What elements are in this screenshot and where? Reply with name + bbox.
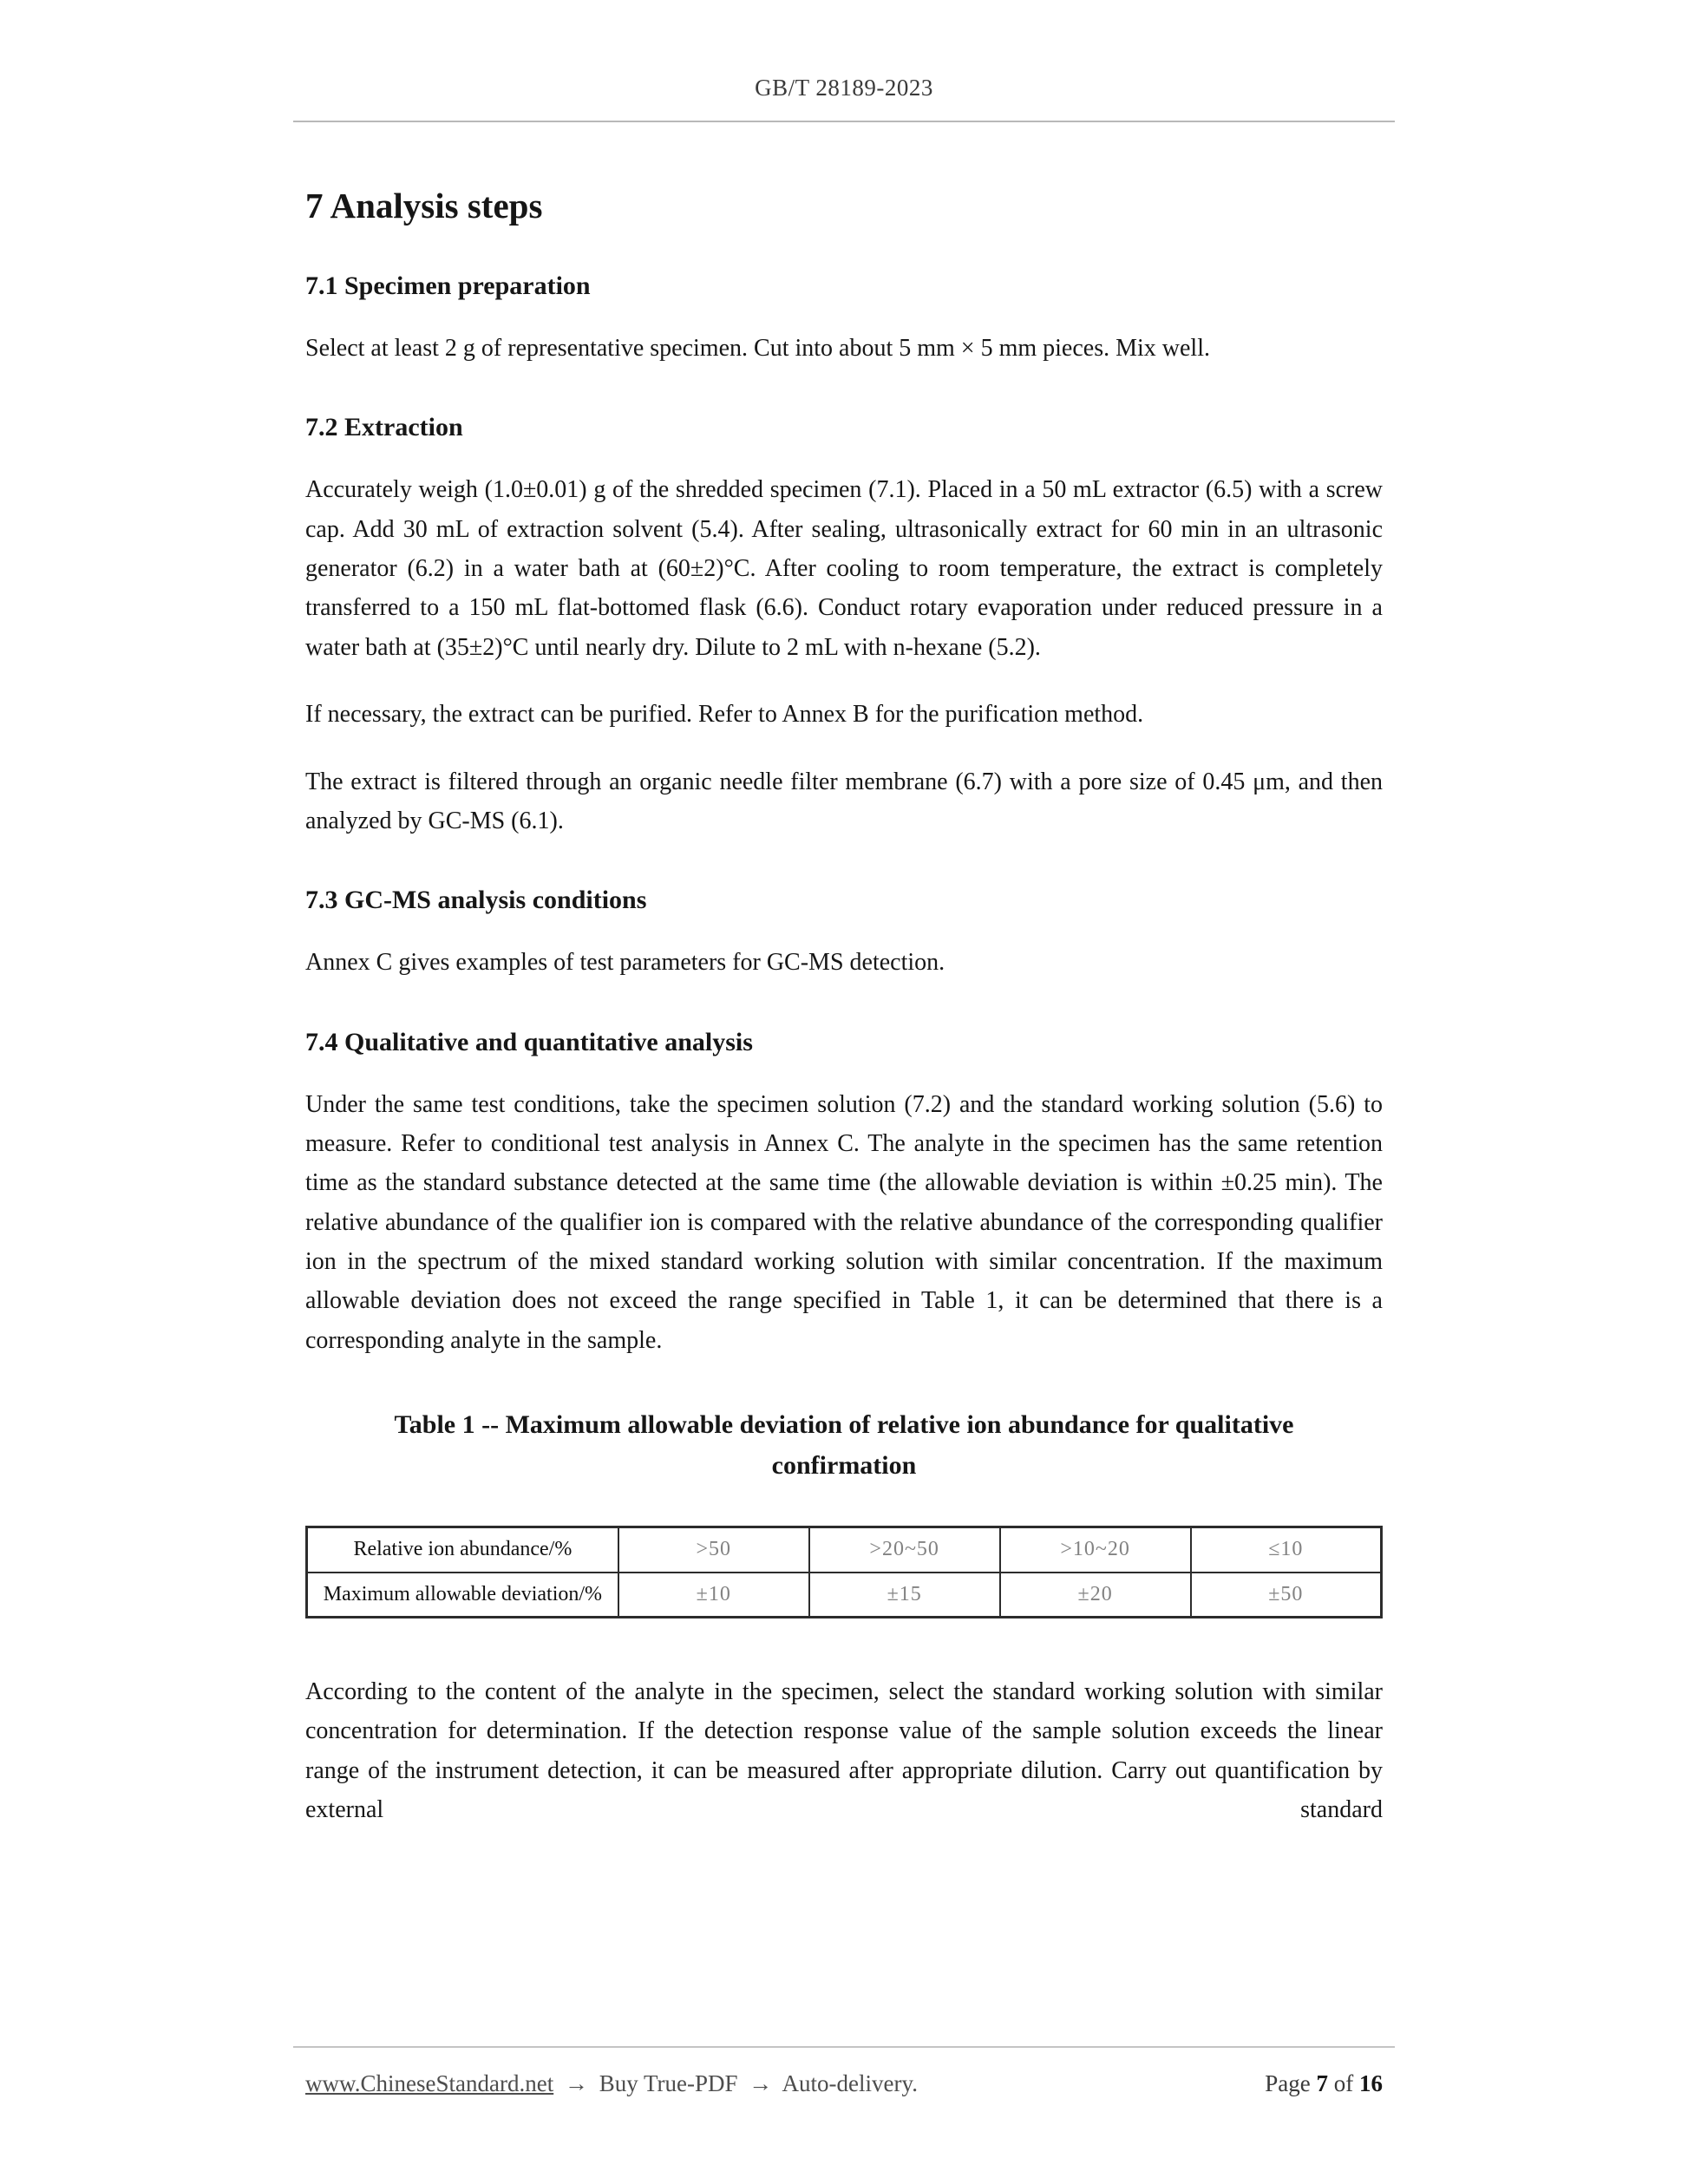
arrow-icon: → [749, 2070, 773, 2096]
table1-ion-abundance-deviation [305, 1526, 1383, 1618]
paragraph-quantification: According to the content of the analyte in the specimen, select the standard working solution with similar concentration for determination. If the detection response value of the sample solution exceeds the linear range of the instrument detection, it can be measured after appropriate dilution. Carry out quantification by external standard [305, 1678, 1383, 1824]
auto-delivery-text: Auto-delivery. [782, 2070, 918, 2096]
footer-row [0, 2070, 1688, 2097]
table-row [307, 1573, 1382, 1618]
of-label: of [1333, 2070, 1354, 2096]
section-heading: 7 Analysis steps [305, 186, 543, 226]
table-cell-value: >10~20 [1000, 1527, 1191, 1573]
subsection-heading-7-1: 7.1 Specimen preparation [305, 271, 591, 300]
table-cell-value: >50 [618, 1527, 809, 1573]
table-cell-row-label: Maximum allowable deviation/% [307, 1573, 618, 1618]
table-cell-row-label: Relative ion abundance/% [307, 1527, 618, 1573]
subsection-heading-7-4: 7.4 Qualitative and quantitative analysis [305, 1027, 753, 1056]
paragraph-purification-note: If necessary, the extract can be purified. Refer to Annex B for the purification method. [305, 701, 1144, 729]
page-label: Page [1265, 2070, 1311, 2096]
table-cell-value: ≤10 [1191, 1527, 1382, 1573]
paragraph-specimen-preparation: Select at least 2 g of representative specimen. Cut into about 5 mm × 5 mm pieces. Mix well. [305, 335, 1210, 362]
table-row [307, 1527, 1382, 1573]
footer-divider [293, 2046, 1395, 2048]
footer-promo [305, 2070, 918, 2097]
paragraph-qualitative-analysis: Under the same test conditions, take the specimen solution (7.2) and the standard working solution (5.6) to measure. Refer to conditional test analysis in Annex C. The analyte in the specimen has the same retention time as the standard substance detected at the same time (the allowable deviation is within ±0.25 min). The relative abundance of the qualifier ion is compared with the relative abundance of the corresponding qualifier ion in the spectrum of the mixed standard working solution with similar concentration. If the maximum allowable deviation does not exceed the range specified in Table 1, it can be determined that there is a corresponding analyte in the sample. [305, 1090, 1383, 1354]
paragraph-filtration: The extract is filtered through an organic needle filter membrane (6.7) with a pore size of 0.45 μm, and then analyzed by GC-MS (6.1). [305, 768, 1383, 834]
arrow-icon: → [564, 2070, 588, 2096]
header-divider [293, 121, 1395, 122]
paragraph-gcms-conditions: Annex C gives examples of test parameters for GC-MS detection. [305, 949, 945, 977]
table-cell-value: ±15 [809, 1573, 1000, 1618]
subsection-heading-7-2: 7.2 Extraction [305, 413, 463, 442]
table-cell-value: ±20 [1000, 1573, 1191, 1618]
table-cell-value: ±10 [618, 1573, 809, 1618]
subsection-heading-7-3: 7.3 GC-MS analysis conditions [305, 886, 647, 915]
table-cell-value: >20~50 [809, 1527, 1000, 1573]
standard-number-header: GB/T 28189-2023 [755, 75, 933, 101]
page-content [0, 185, 1688, 1830]
table-cell-value: ±50 [1191, 1573, 1382, 1618]
current-page-number: 7 [1316, 2070, 1328, 2096]
page-footer [0, 2046, 1688, 2097]
table1-caption: Table 1 -- Maximum allowable deviation of relative ion abundance for qualitative confirmation [394, 1410, 1294, 1480]
total-page-number: 16 [1359, 2070, 1383, 2096]
buy-true-pdf-text: Buy True-PDF [599, 2070, 738, 2096]
chinesestandard-link[interactable]: www.ChineseStandard.net [305, 2070, 554, 2096]
paragraph-extraction-procedure: Accurately weigh (1.0±0.01) g of the shredded specimen (7.1). Placed in a 50 mL extractor (6.5) with a screw cap. Add 30 mL of extraction solvent (5.4). After sealing, ultrasonically extract for 60 min in an ultrasonic generator (6.2) in a water bath at (60±2)°C. After cooling to room temperature, the extract is completely transferred to a 150 mL flat-bottomed flask (6.6). Conduct rotary evaporation under reduced pressure in a water bath at (35±2)°C until nearly dry. Dilute to 2 mL with n-hexane (5.2). [305, 476, 1383, 661]
page-indicator [1265, 2070, 1383, 2097]
